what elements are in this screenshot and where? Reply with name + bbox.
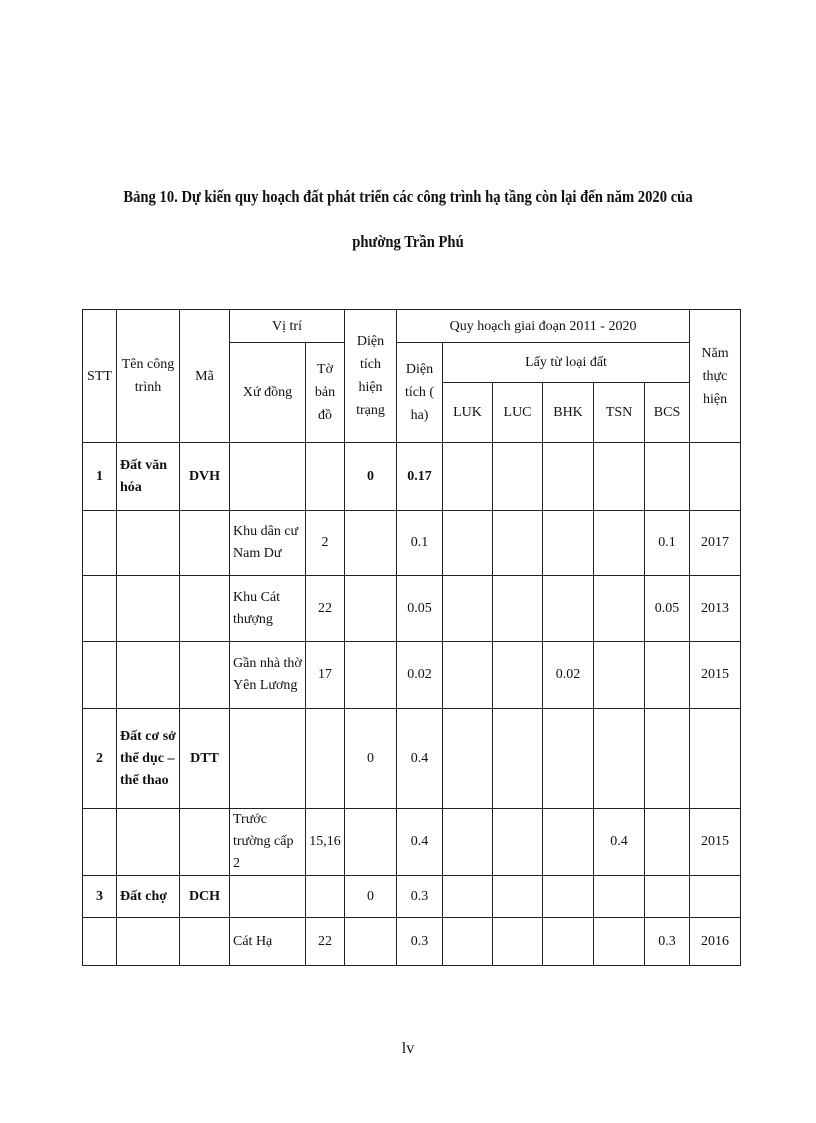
header-nam-thuc-hien: Năm thực hiện (690, 310, 741, 443)
cell-tsn (594, 709, 645, 809)
cell-ten (117, 809, 180, 876)
cell-bhk (543, 876, 594, 918)
cell-luc (493, 511, 543, 576)
cell-luc (493, 709, 543, 809)
header-luc: LUC (493, 383, 543, 443)
cell-bhk (543, 809, 594, 876)
cell-stt (83, 809, 117, 876)
cell-dt: 0.05 (397, 576, 443, 642)
header-xu-dong: Xứ đồng (230, 343, 306, 443)
cell-ma: DVH (180, 443, 230, 511)
table-row (83, 709, 741, 809)
cell-ten: Đất văn hóa (117, 443, 180, 511)
cell-ma (180, 576, 230, 642)
cell-bcs: 0.1 (645, 511, 690, 576)
cell-bcs: 0.05 (645, 576, 690, 642)
cell-stt (83, 576, 117, 642)
page-number: lv (401, 1040, 415, 1057)
cell-tsn: 0.4 (594, 809, 645, 876)
cell-ht: 0 (345, 876, 397, 918)
header-quy-hoach: Quy hoạch giai đoạn 2011 - 2020 (397, 310, 690, 343)
cell-tsn (594, 443, 645, 511)
cell-dt: 0.4 (397, 709, 443, 809)
cell-ten (117, 642, 180, 709)
header-dien-tich-hien-trang: Diện tích hiện trạng (345, 310, 397, 443)
cell-bhk (543, 576, 594, 642)
cell-to: 22 (306, 918, 345, 966)
cell-bcs (645, 709, 690, 809)
cell-bcs (645, 642, 690, 709)
cell-ht (345, 511, 397, 576)
table-row (83, 918, 741, 966)
cell-stt (83, 918, 117, 966)
cell-bhk (543, 918, 594, 966)
table-row (83, 809, 741, 876)
cell-bcs (645, 876, 690, 918)
cell-ma: DTT (180, 709, 230, 809)
cell-bhk (543, 709, 594, 809)
cell-nam (690, 709, 741, 809)
cell-stt: 2 (83, 709, 117, 809)
cell-to: 2 (306, 511, 345, 576)
cell-xu: Khu dân cư Nam Dư (230, 511, 306, 576)
cell-nam: 2017 (690, 511, 741, 576)
table-row (83, 576, 741, 642)
cell-xu: Khu Cát thượng (230, 576, 306, 642)
cell-ht: 0 (345, 709, 397, 809)
header-to-ban-do: Tờ bản đồ (306, 343, 345, 443)
cell-luk (443, 443, 493, 511)
cell-luc (493, 642, 543, 709)
cell-ht (345, 809, 397, 876)
cell-xu (230, 443, 306, 511)
cell-ten: Đất cơ sở thể dục – thể thao (117, 709, 180, 809)
cell-ten (117, 918, 180, 966)
cell-ma (180, 642, 230, 709)
header-bhk: BHK (543, 383, 594, 443)
cell-to: 17 (306, 642, 345, 709)
cell-xu: Gần nhà thờ Yên Lương (230, 642, 306, 709)
cell-tsn (594, 576, 645, 642)
cell-nam (690, 443, 741, 511)
cell-to: 22 (306, 576, 345, 642)
cell-bcs (645, 809, 690, 876)
cell-luc (493, 876, 543, 918)
cell-bhk (543, 443, 594, 511)
cell-dt: 0.3 (397, 876, 443, 918)
cell-to (306, 709, 345, 809)
planning-table (82, 309, 741, 966)
cell-xu: Trước trường cấp 2 (230, 809, 306, 876)
cell-ht (345, 576, 397, 642)
cell-nam: 2015 (690, 809, 741, 876)
cell-nam: 2016 (690, 918, 741, 966)
cell-tsn (594, 511, 645, 576)
table-title-line1: Bảng 10. Dự kiến quy hoạch đất phát triển các công trình hạ tầng còn lại đến năm 2020 của (123, 187, 693, 206)
header-lay-tu-loai-dat: Lấy từ loại đất (443, 343, 690, 383)
cell-xu: Cát Hạ (230, 918, 306, 966)
table-row (83, 642, 741, 709)
cell-luc (493, 576, 543, 642)
cell-tsn (594, 918, 645, 966)
cell-luc (493, 443, 543, 511)
header-vi-tri: Vị trí (230, 310, 345, 343)
cell-stt (83, 511, 117, 576)
cell-bhk (543, 511, 594, 576)
cell-stt: 3 (83, 876, 117, 918)
cell-dt: 0.4 (397, 809, 443, 876)
cell-luk (443, 876, 493, 918)
table-row (83, 511, 741, 576)
cell-luc (493, 809, 543, 876)
cell-luk (443, 642, 493, 709)
header-tsn: TSN (594, 383, 645, 443)
header-luk: LUK (443, 383, 493, 443)
cell-stt: 1 (83, 443, 117, 511)
cell-ma (180, 918, 230, 966)
cell-luk (443, 511, 493, 576)
cell-ten (117, 576, 180, 642)
header-bcs: BCS (645, 383, 690, 443)
cell-luk (443, 809, 493, 876)
cell-ma (180, 511, 230, 576)
cell-to (306, 876, 345, 918)
cell-bhk: 0.02 (543, 642, 594, 709)
header-ten-cong-trinh: Tên công trình (117, 310, 180, 443)
cell-ma: DCH (180, 876, 230, 918)
cell-tsn (594, 642, 645, 709)
cell-to: 15,16 (306, 809, 345, 876)
cell-nam: 2013 (690, 576, 741, 642)
header-ma: Mã (180, 310, 230, 443)
cell-ht (345, 642, 397, 709)
header-dien-tich-ha: Diện tích ( ha) (397, 343, 443, 443)
cell-nam: 2015 (690, 642, 741, 709)
cell-ten: Đất chợ (117, 876, 180, 918)
cell-luk (443, 576, 493, 642)
table-row (83, 443, 741, 511)
cell-luk (443, 709, 493, 809)
cell-dt: 0.1 (397, 511, 443, 576)
cell-dt: 0.02 (397, 642, 443, 709)
cell-ht: 0 (345, 443, 397, 511)
cell-luk (443, 918, 493, 966)
cell-dt: 0.17 (397, 443, 443, 511)
cell-stt (83, 642, 117, 709)
cell-xu (230, 876, 306, 918)
cell-to (306, 443, 345, 511)
cell-nam (690, 876, 741, 918)
cell-bcs (645, 443, 690, 511)
cell-xu (230, 709, 306, 809)
cell-bcs: 0.3 (645, 918, 690, 966)
cell-ht (345, 918, 397, 966)
header-stt: STT (83, 310, 117, 443)
cell-ten (117, 511, 180, 576)
table-title-line2: phường Trần Phú (352, 232, 464, 251)
table-row (83, 876, 741, 918)
cell-dt: 0.3 (397, 918, 443, 966)
cell-tsn (594, 876, 645, 918)
cell-luc (493, 918, 543, 966)
cell-ma (180, 809, 230, 876)
